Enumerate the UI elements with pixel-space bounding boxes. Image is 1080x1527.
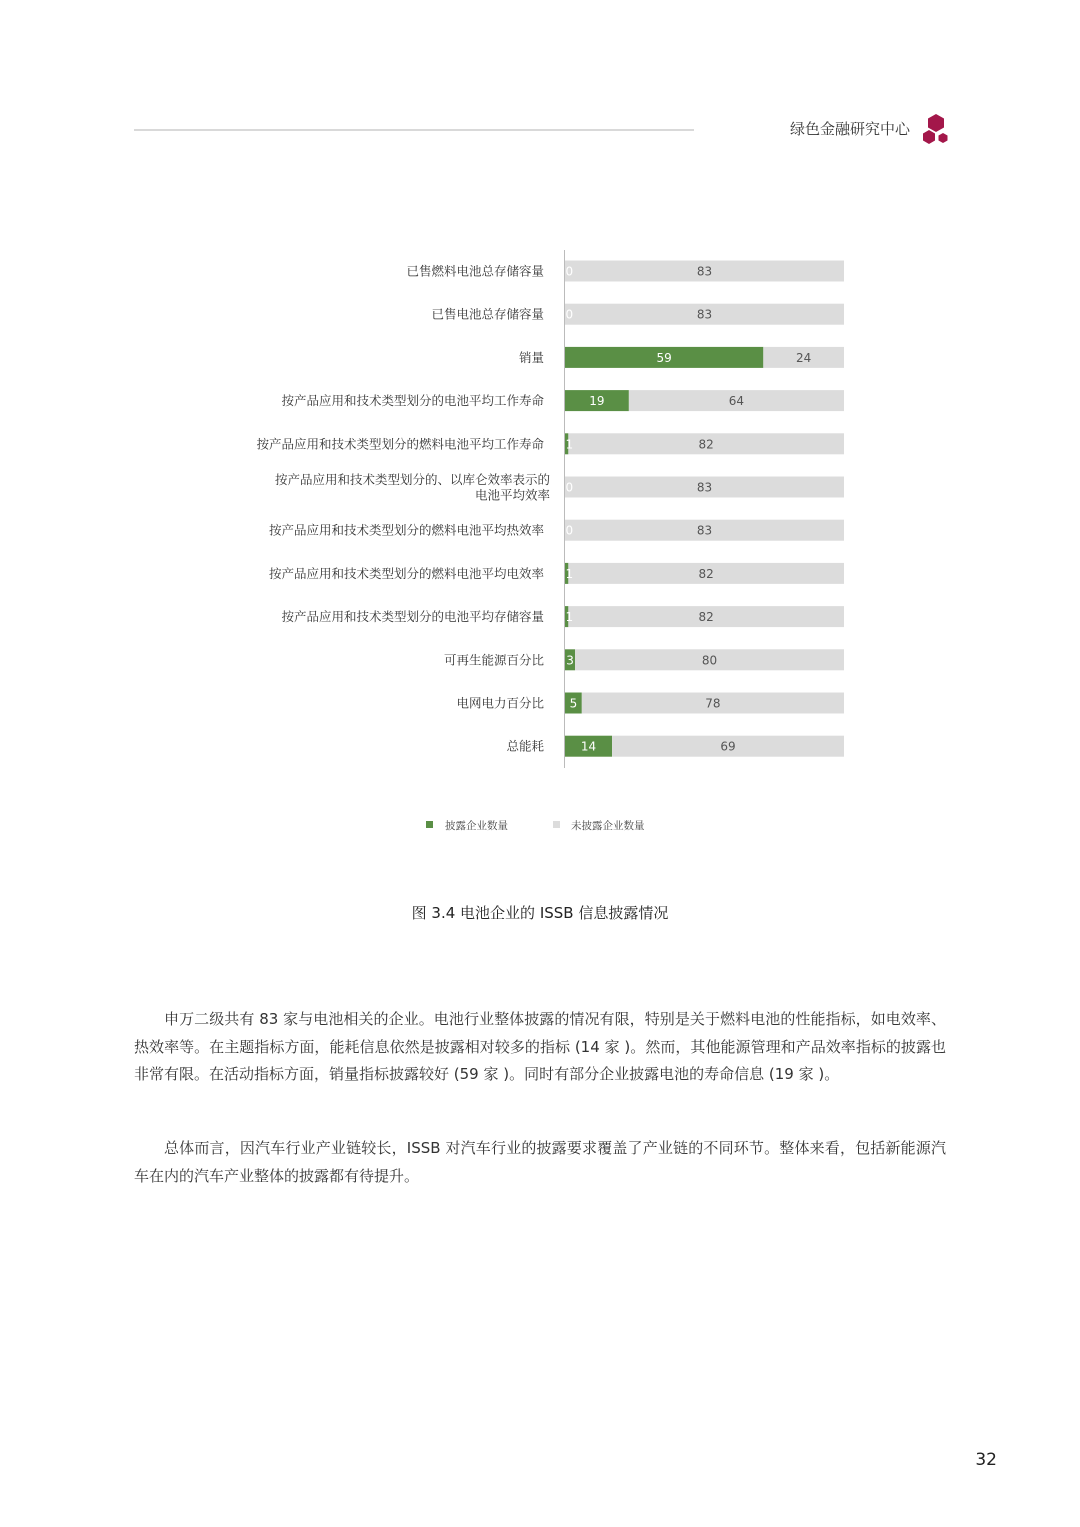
bar-disclosed-value: 3	[566, 653, 574, 668]
bar-disclosed-value: 0	[565, 480, 574, 495]
category-label: 按产品应用和技术类型划分的燃料电池平均热效率	[268, 522, 544, 538]
bar-undisclosed-value: 83	[696, 307, 713, 322]
bar-disclosed-value: 1	[565, 610, 574, 625]
bar-undisclosed-value: 80	[701, 653, 718, 668]
org-name: 绿色金融研究中心	[789, 120, 910, 138]
category-label: 按产品应用和技术类型划分的、以库仑效率表示的电池平均效率	[274, 471, 550, 503]
bar-disclosed-value: 59	[656, 350, 672, 365]
bar-disclosed-value: 1	[565, 437, 574, 452]
bar-undisclosed-value: 82	[698, 437, 714, 452]
category-label: 总能耗	[506, 738, 544, 754]
bar-disclosed-value: 0	[565, 523, 574, 538]
bar-undisclosed-value: 83	[696, 480, 713, 495]
bar-undisclosed-value: 64	[728, 394, 745, 409]
bar-undisclosed-value: 83	[696, 264, 713, 279]
bar-disclosed-value: 0	[565, 307, 574, 322]
bar-undisclosed-value: 24	[796, 350, 812, 365]
legend-swatch-undisclosed	[553, 821, 560, 828]
category-label: 销量	[518, 349, 544, 365]
bar-undisclosed-value: 78	[705, 696, 721, 711]
body-paragraph-2: 总体而言，因汽车行业产业链较长，ISSB 对汽车行业的披露要求覆盖了产业链的不同环节。整体来看，包括新能源汽车在内的汽车产业整体的披露都有待提升。	[134, 1139, 946, 1185]
body-paragraph-1: 申万二级共有 83 家与电池相关的企业。电池行业整体披露的情况有限，特别是关于燃料电池的性能指标，如电效率、热效率等。在主题指标方面，能耗信息依然是披露相对较多的指标 (14 家 )。然而，其他能源管理和产品效率指标的披露也非常有限。在活动指标方面，销量指标披露较好 (59 家 )。同时有部分企业披露电池的寿命信息 (19 家 )。	[134, 1010, 946, 1083]
figure-caption: 图 3.4 电池企业的 ISSB 信息披露情况	[411, 904, 669, 922]
category-label: 按产品应用和技术类型划分的燃料电池平均电效率	[268, 565, 544, 581]
legend-swatch-disclosed	[426, 821, 433, 828]
bar-undisclosed-value: 82	[698, 610, 714, 625]
legend-label-disclosed: 披露企业数量	[445, 820, 508, 832]
bar-disclosed-value: 1	[565, 566, 574, 581]
bar-disclosed-value: 5	[569, 696, 578, 711]
category-label: 电网电力百分比	[456, 695, 544, 711]
category-label: 按产品应用和技术类型划分的电池平均工作寿命	[281, 393, 544, 409]
bar-undisclosed-value: 69	[720, 739, 736, 754]
category-label: 已售电池总存储容量	[431, 306, 544, 322]
page-number: 32	[975, 1450, 997, 1470]
bar-disclosed-value: 19	[589, 394, 605, 409]
bar-disclosed-value: 14	[580, 739, 597, 754]
bar-disclosed-value: 0	[565, 264, 574, 279]
category-label: 按产品应用和技术类型划分的电池平均存储容量	[281, 609, 544, 625]
category-label: 可再生能源百分比	[443, 652, 544, 668]
category-label: 按产品应用和技术类型划分的燃料电池平均工作寿命	[256, 436, 544, 452]
bar-undisclosed-value: 82	[698, 566, 714, 581]
category-label: 已售燃料电池总存储容量	[406, 263, 544, 279]
legend-label-undisclosed: 未披露企业数量	[571, 820, 645, 832]
bar-undisclosed-value: 83	[696, 523, 713, 538]
